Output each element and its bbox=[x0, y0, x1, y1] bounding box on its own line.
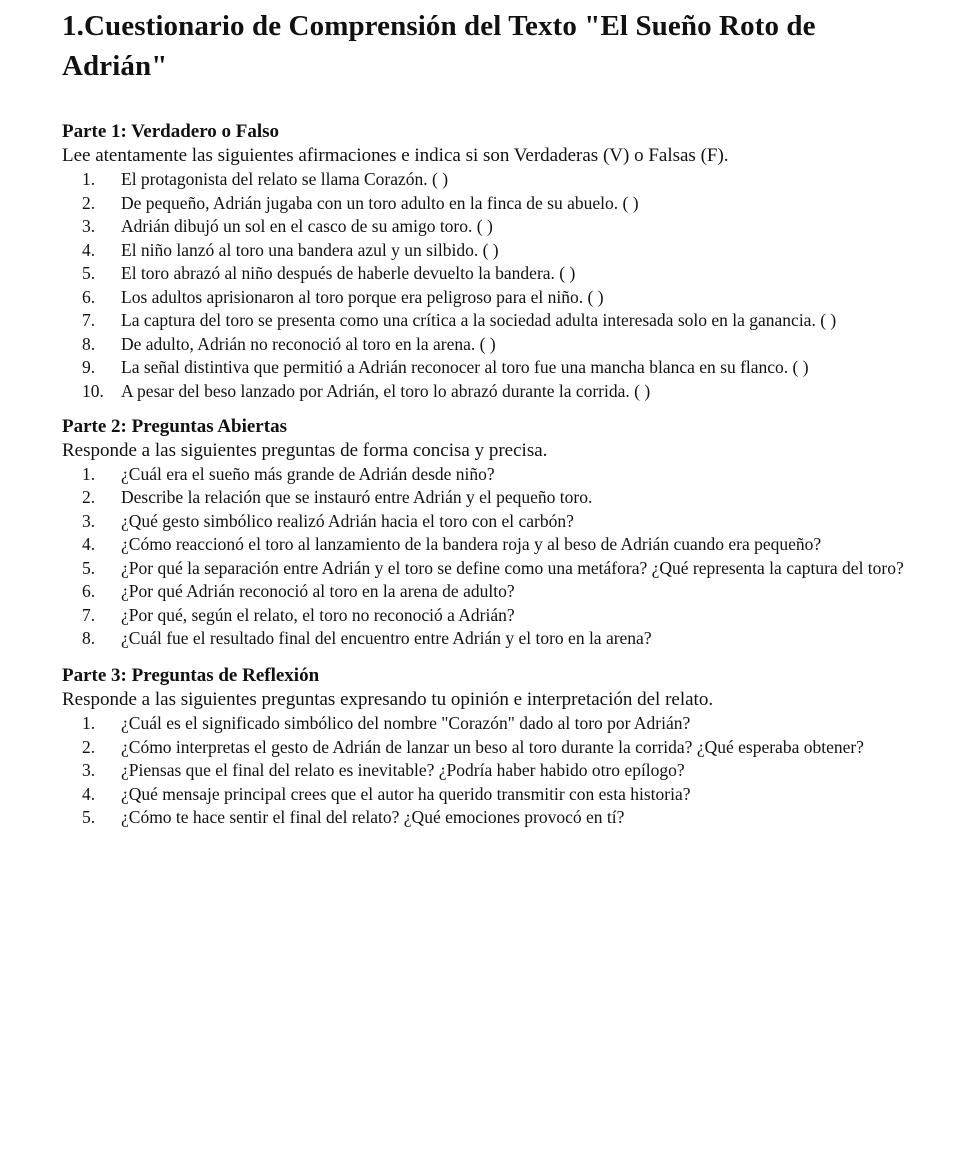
list-item bbox=[62, 215, 906, 238]
list-item bbox=[62, 736, 906, 759]
list-item bbox=[62, 806, 906, 829]
part-3-question-list bbox=[62, 712, 906, 829]
item-number: 3. bbox=[82, 760, 96, 780]
item-number: 1. bbox=[82, 169, 96, 189]
item-number: 1. bbox=[82, 463, 96, 484]
item-number: 6. bbox=[82, 286, 96, 307]
item-number: 2. bbox=[82, 487, 96, 507]
item-text: El protagonista del relato se llama Corazón. ( ) bbox=[121, 169, 449, 189]
item-number: 7. bbox=[82, 604, 96, 625]
list-item bbox=[62, 463, 906, 486]
list-item bbox=[62, 286, 906, 309]
item-text: Adrián dibujó un sol en el casco de su amigo toro. ( ) bbox=[121, 216, 493, 236]
item-number: 8. bbox=[82, 628, 96, 648]
list-item bbox=[62, 168, 906, 191]
item-number: 7. bbox=[82, 310, 96, 330]
item-text: ¿Cómo interpretas el gesto de Adrián de lanzar un beso al toro durante la corrida? ¿Qué esperaba obtener? bbox=[121, 736, 864, 757]
item-number: 4. bbox=[82, 783, 96, 804]
list-item bbox=[62, 580, 906, 603]
part-1-heading: Parte 1: Verdadero o Falso bbox=[62, 121, 280, 142]
list-item bbox=[62, 557, 906, 580]
item-text: A pesar del beso lanzado por Adrián, el toro lo abrazó durante la corrida. ( ) bbox=[121, 380, 651, 401]
item-number: 5. bbox=[82, 557, 96, 578]
item-number: 4. bbox=[82, 534, 96, 554]
item-number: 3. bbox=[82, 216, 96, 236]
list-item bbox=[62, 604, 906, 627]
list-item bbox=[62, 510, 906, 533]
item-number: 2. bbox=[82, 192, 96, 213]
item-text: ¿Piensas que el final del relato es inevitable? ¿Podría haber habido otro epílogo? bbox=[121, 760, 685, 780]
list-item bbox=[62, 533, 906, 556]
list-item bbox=[62, 333, 906, 356]
item-text: ¿Cuál es el significado simbólico del nombre "Corazón" dado al toro por Adrián? bbox=[121, 713, 691, 733]
item-text: ¿Por qué, según el relato, el toro no reconoció a Adrián? bbox=[121, 604, 515, 625]
item-text: ¿Por qué Adrián reconoció al toro en la arena de adulto? bbox=[121, 581, 515, 601]
part-3-heading: Parte 3: Preguntas de Reflexión bbox=[62, 665, 320, 686]
item-number: 10. bbox=[82, 380, 104, 401]
part-3-instructions: Responde a las siguientes preguntas expresando tu opinión e interpretación del relato. bbox=[62, 689, 714, 710]
list-item bbox=[62, 627, 906, 650]
list-item bbox=[62, 239, 906, 262]
item-text: Los adultos aprisionaron al toro porque era peligroso para el niño. ( ) bbox=[121, 286, 604, 307]
part-2-question-list bbox=[62, 463, 906, 651]
item-number: 9. bbox=[82, 357, 96, 377]
part-2-heading: Parte 2: Preguntas Abiertas bbox=[62, 415, 287, 437]
item-text: Describe la relación que se instauró entre Adrián y el pequeño toro. bbox=[121, 487, 593, 507]
item-number: 3. bbox=[82, 510, 96, 531]
item-number: 6. bbox=[82, 581, 96, 601]
item-text: La señal distintiva que permitió a Adrián reconocer al toro fue una mancha blanca en su flanco. ( ) bbox=[121, 357, 809, 377]
item-number: 1. bbox=[82, 713, 96, 733]
list-item bbox=[62, 192, 906, 215]
part-2-instructions: Responde a las siguientes preguntas de forma concisa y precisa. bbox=[62, 439, 548, 461]
item-text: La captura del toro se presenta como una crítica a la sociedad adulta interesada solo en la ganancia. ( ) bbox=[121, 310, 837, 330]
page-title: 1.Cuestionario de Comprensión del Texto "El Sueño Roto de Adrián" bbox=[62, 10, 816, 82]
list-item bbox=[62, 759, 906, 782]
item-number: 8. bbox=[82, 333, 96, 354]
item-text: ¿Qué gesto simbólico realizó Adrián hacia el toro con el carbón? bbox=[121, 510, 574, 531]
part-1-question-list bbox=[62, 168, 906, 403]
item-text: De adulto, Adrián no reconoció al toro en la arena. ( ) bbox=[121, 333, 496, 354]
item-number: 5. bbox=[82, 263, 96, 283]
item-text: ¿Cuál era el sueño más grande de Adrián desde niño? bbox=[121, 463, 495, 484]
list-item bbox=[62, 356, 906, 379]
list-item bbox=[62, 262, 906, 285]
list-item bbox=[62, 712, 906, 735]
item-text: El niño lanzó al toro una bandera azul y un silbido. ( ) bbox=[121, 239, 499, 260]
list-item bbox=[62, 486, 906, 509]
item-number: 2. bbox=[82, 736, 96, 757]
list-item bbox=[62, 783, 906, 806]
item-number: 5. bbox=[82, 807, 96, 827]
item-text: El toro abrazó al niño después de haberle devuelto la bandera. ( ) bbox=[121, 263, 576, 283]
item-text: ¿Por qué la separación entre Adrián y el toro se define como una metáfora? ¿Qué representa la captura del toro? bbox=[121, 557, 904, 578]
list-item bbox=[62, 380, 906, 403]
item-number: 4. bbox=[82, 239, 96, 260]
part-1-instructions: Lee atentamente las siguientes afirmaciones e indica si son Verdaderas (V) o Falsas (F). bbox=[62, 145, 729, 166]
list-item bbox=[62, 309, 906, 332]
item-text: ¿Cómo te hace sentir el final del relato? ¿Qué emociones provocó en tí? bbox=[121, 807, 625, 827]
item-text: ¿Cuál fue el resultado final del encuentro entre Adrián y el toro en la arena? bbox=[121, 628, 652, 648]
item-text: De pequeño, Adrián jugaba con un toro adulto en la finca de su abuelo. ( ) bbox=[121, 192, 639, 213]
item-text: ¿Qué mensaje principal crees que el autor ha querido transmitir con esta historia? bbox=[121, 783, 691, 804]
item-text: ¿Cómo reaccionó el toro al lanzamiento de la bandera roja y al beso de Adrián cuando era pequeño? bbox=[121, 534, 822, 554]
